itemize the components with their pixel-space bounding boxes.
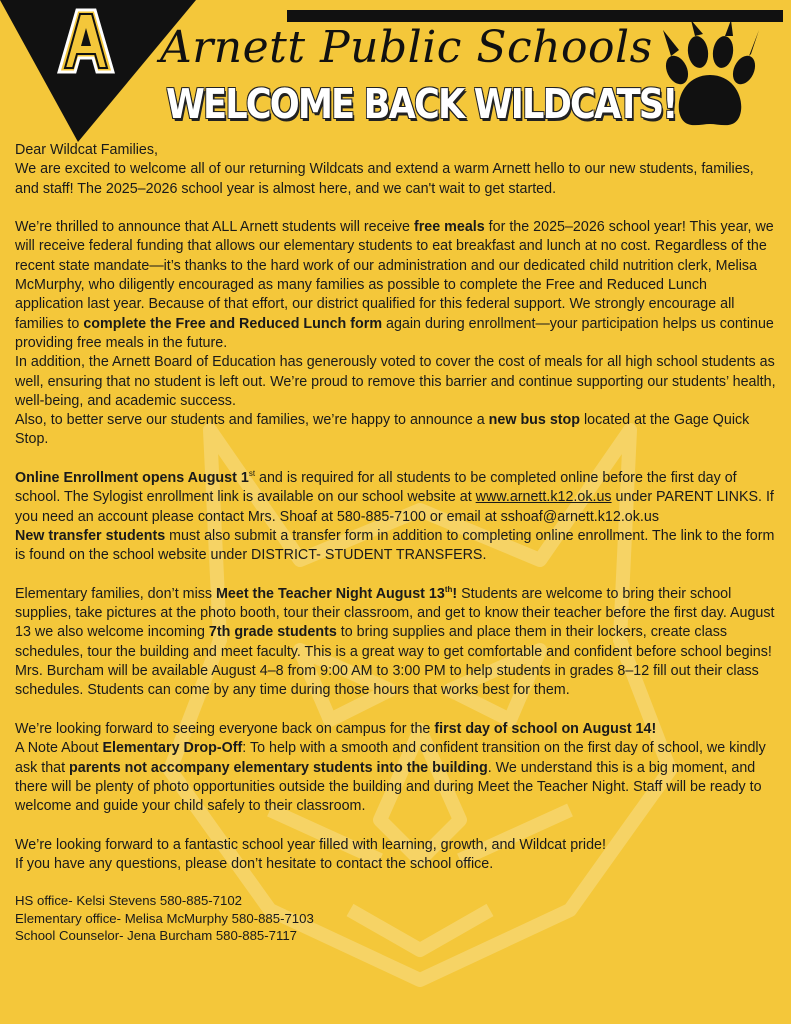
text-run: again during enrollment—your participation helps us continue providing free meals in the future. bbox=[15, 315, 774, 351]
text-run: under PARENT LINKS. If you need an account please contact Mrs. Shoaf at 580-885-7100 or email at sshoaf@arnett.k12.ok.us bbox=[15, 489, 774, 525]
contact-hs-office: HS office- Kelsi Stevens 580-885-7102 bbox=[15, 893, 243, 909]
closing-line-2: If you have any questions, please don’t hesitate to contact the school office. bbox=[15, 855, 494, 872]
text-run: and is required for all students to be completed online before the first day of school. The Sylogist enrollment link is available on our school website at bbox=[15, 470, 737, 506]
welcome-back-headline: WELCOME BACK WILDCATS! bbox=[166, 80, 677, 128]
bus-stop-paragraph bbox=[15, 411, 777, 450]
teacher-night-emphasis bbox=[216, 586, 457, 602]
first-day-paragraph bbox=[15, 720, 777, 739]
teacher-night-paragraph bbox=[15, 585, 777, 701]
text-run: Elementary families, don’t miss bbox=[15, 585, 217, 602]
ordinal-suffix: th bbox=[444, 585, 453, 595]
school-name-title: Arnett Public Schools bbox=[160, 22, 653, 73]
closing-line-1: We’re looking forward to a fantastic school year filled with learning, growth, and Wildcat pride! bbox=[15, 836, 606, 853]
transfer-emphasis: New transfer students bbox=[15, 527, 166, 544]
arnett-a-logo bbox=[55, 6, 117, 74]
text-run: We’re looking forward to seeing everyone back on campus for the bbox=[15, 720, 435, 737]
meals-paragraph bbox=[15, 218, 777, 353]
enrollment-emphasis: Online Enrollment opens August 1 bbox=[15, 470, 249, 487]
text-run: . We understand this is a big moment, and there will be plenty of photo opportunities outside the building and during Meet the Teacher Night. Staff will be ready to welcome and guide your child safely to their classroom. bbox=[15, 759, 762, 815]
drop-off-paragraph bbox=[15, 739, 777, 816]
school-website-link[interactable]: www.arnett.k12.ok.us bbox=[475, 489, 612, 506]
text-run: Students are welcome to bring their school supplies, take pictures at the photo booth, tour their classroom, and get to know their teacher before the first day. August 13 we also welcome incoming bbox=[15, 585, 775, 641]
bus-stop-emphasis: new bus stop bbox=[488, 412, 581, 429]
intro-paragraph: We are excited to welcome all of our returning Wildcats and extend a warm Arnett hello to our new students, families, and staff! The 2025–2026 school year is almost here, and we can't wait to get started. bbox=[15, 161, 754, 197]
contact-list bbox=[15, 892, 777, 945]
text-run: to bring supplies and place them in their lockers, create class schedules, tour the building and meet faculty. This is a great way to get comfortable and confident before school begins! Mrs. Burcham will be available August 4–8 from 9:00 AM to 3:00 PM to help students in grades 8–12 fill out their class schedules. Students can come by any time during those hours that works best for them. bbox=[15, 624, 772, 699]
first-day-emphasis: first day of school on August 14! bbox=[434, 720, 657, 737]
wildcat-paw-icon bbox=[655, 20, 765, 140]
text-run: Meet the Teacher Night August 13 bbox=[216, 585, 445, 602]
drop-off-emphasis: Elementary Drop-Off bbox=[102, 740, 243, 757]
contact-elementary-office: Elementary office- Melisa McMurphy 580-885-7103 bbox=[15, 910, 314, 926]
free-meals-emphasis: free meals bbox=[413, 219, 485, 236]
seventh-grade-emphasis: 7th grade students bbox=[208, 624, 337, 641]
ordinal-suffix: st bbox=[248, 469, 256, 479]
text-run: located at the Gage Quick Stop. bbox=[15, 412, 750, 448]
parents-emphasis: parents not accompany elementary students into the building bbox=[69, 759, 488, 776]
text-run: Also, to better serve our students and families, we’re happy to announce a bbox=[15, 412, 489, 429]
transfer-paragraph bbox=[15, 527, 777, 566]
letter-body bbox=[15, 141, 777, 945]
text-run: A Note About bbox=[15, 740, 103, 757]
greeting: Dear Wildcat Families, bbox=[15, 142, 158, 158]
text-run: ! bbox=[452, 585, 458, 602]
text-run: : To help with a smooth and confident transition on the first day of school, we kindly ask that bbox=[15, 740, 766, 776]
contact-counselor: School Counselor- Jena Burcham 580-885-7117 bbox=[15, 928, 297, 944]
text-run: must also submit a transfer form in addition to completing online enrollment. The link to the form is found on the school website under DISTRICT- STUDENT TRANSFERS. bbox=[15, 527, 775, 564]
lunch-form-emphasis: complete the Free and Reduced Lunch form bbox=[83, 315, 383, 332]
high-school-meals-paragraph: In addition, the Arnett Board of Education has generously voted to cover the cost of meals for all high school students as well, ensuring that no student is left out. We’re proud to remove this barrier and continue supporting our students’ health, well-being, and academic success. bbox=[15, 354, 776, 409]
text-run: for the 2025–2026 school year! This year, we will receive federal funding that allows our elementary students to eat breakfast and lunch at no cost. Regardless of the recent state mandate—it’s thanks to the hard work of our administration and our dedicated child nutrition clerk, Melisa McMurphy, who diligently encouraged as many families as possible to complete the Free and Reduced Lunch application last year. Because of that effort, our district qualified for this federal support. We strongly encourage all families to bbox=[15, 219, 774, 332]
enrollment-paragraph bbox=[15, 469, 777, 527]
text-run: We’re thrilled to announce that ALL Arnett students will receive bbox=[15, 219, 414, 236]
